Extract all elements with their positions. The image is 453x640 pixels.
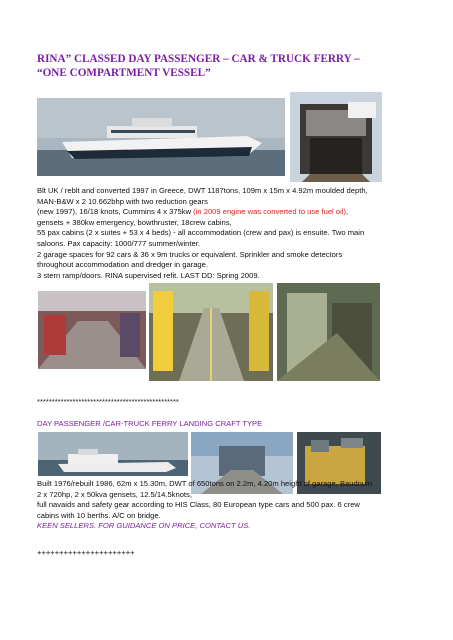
spec-line: 2 x 720hp, 2 x 50kva gensets, 12.5/14.5knots, [37,489,192,499]
ferry-2-description [37,479,447,532]
spec-line: throughout accommodation and dredger in garage. [37,260,208,270]
spec-line: cabins with 10 berths. A/C on bridge. [37,510,161,520]
car-garage-photo [149,283,273,381]
spec-line: full navaids and safety gear according to HIS Class, 80 European type cars and 500 pax. 6 crew [37,500,360,510]
spec-line: Blt UK / reblt and converted 1997 in Greece, DWT 1187tons, 109m x 15m x 4.92m moulded depth, [37,186,368,195]
spec-text: (new 1997), 16/18 knots, Cummins 4 x 375kw [37,207,194,217]
fuel-conversion-note: (in 2009 engine was converted to use fuel oil) [193,207,346,217]
separator-plus: ++++++++++++++++++++++ [37,548,135,557]
spec-line: 3 stern ramp/doors. RINA supervised refit. LAST DD: Spring 2009. [37,270,260,280]
spec-line: Built 1976/rebuilt 1986, 62m x 15.30m, DWT of 650tons on 2.2m, 4.20m height of garage, Baudouin [37,479,373,488]
title-line-2: “ONE COMPARTMENT VESSEL” [37,67,211,79]
spec-line: 55 pax cabins (2 x suites + 53 x 4 beds) - all accommodation (crew and pax) is ensuite. Two main [37,228,365,238]
spec-line [37,207,447,218]
section-2-heading: DAY PASSENGER /CAR-TRUCK FERRY LANDING CRAFT TYPE [37,419,263,428]
spec-line: saloons. Pax capacity: 1000/777 summer/winter. [37,238,200,248]
landing-craft-ferry-photo [38,432,188,476]
car-deck-photo [38,291,146,369]
title-line-1: RINA” CLASSED DAY PASSENGER – CAR & TRUCK FERRY – [37,53,360,65]
document-title [37,52,437,80]
spec-line: gensets + 380kw emergency, bowthruster, 18crew cabins, [37,217,232,227]
spec-line: MAN-B&W x 2 10.662bhp with two reduction gears [37,196,208,206]
separator-stars: ************************************************ [37,397,179,406]
ferry-at-sea-photo [37,98,285,176]
stern-ramp-photo [290,92,382,182]
spec-line: 2 garage spaces for 92 cars & 36 x 9m trucks or equivalent. Sprinkler and smoke detectors [37,249,343,259]
ferry-1-description [37,186,447,281]
sellers-note: KEEN SELLERS. FOR GUIDANCE ON PRICE, CONTACT US. [37,521,251,531]
engine-room-photo [277,283,380,381]
spec-text: , [346,207,349,217]
